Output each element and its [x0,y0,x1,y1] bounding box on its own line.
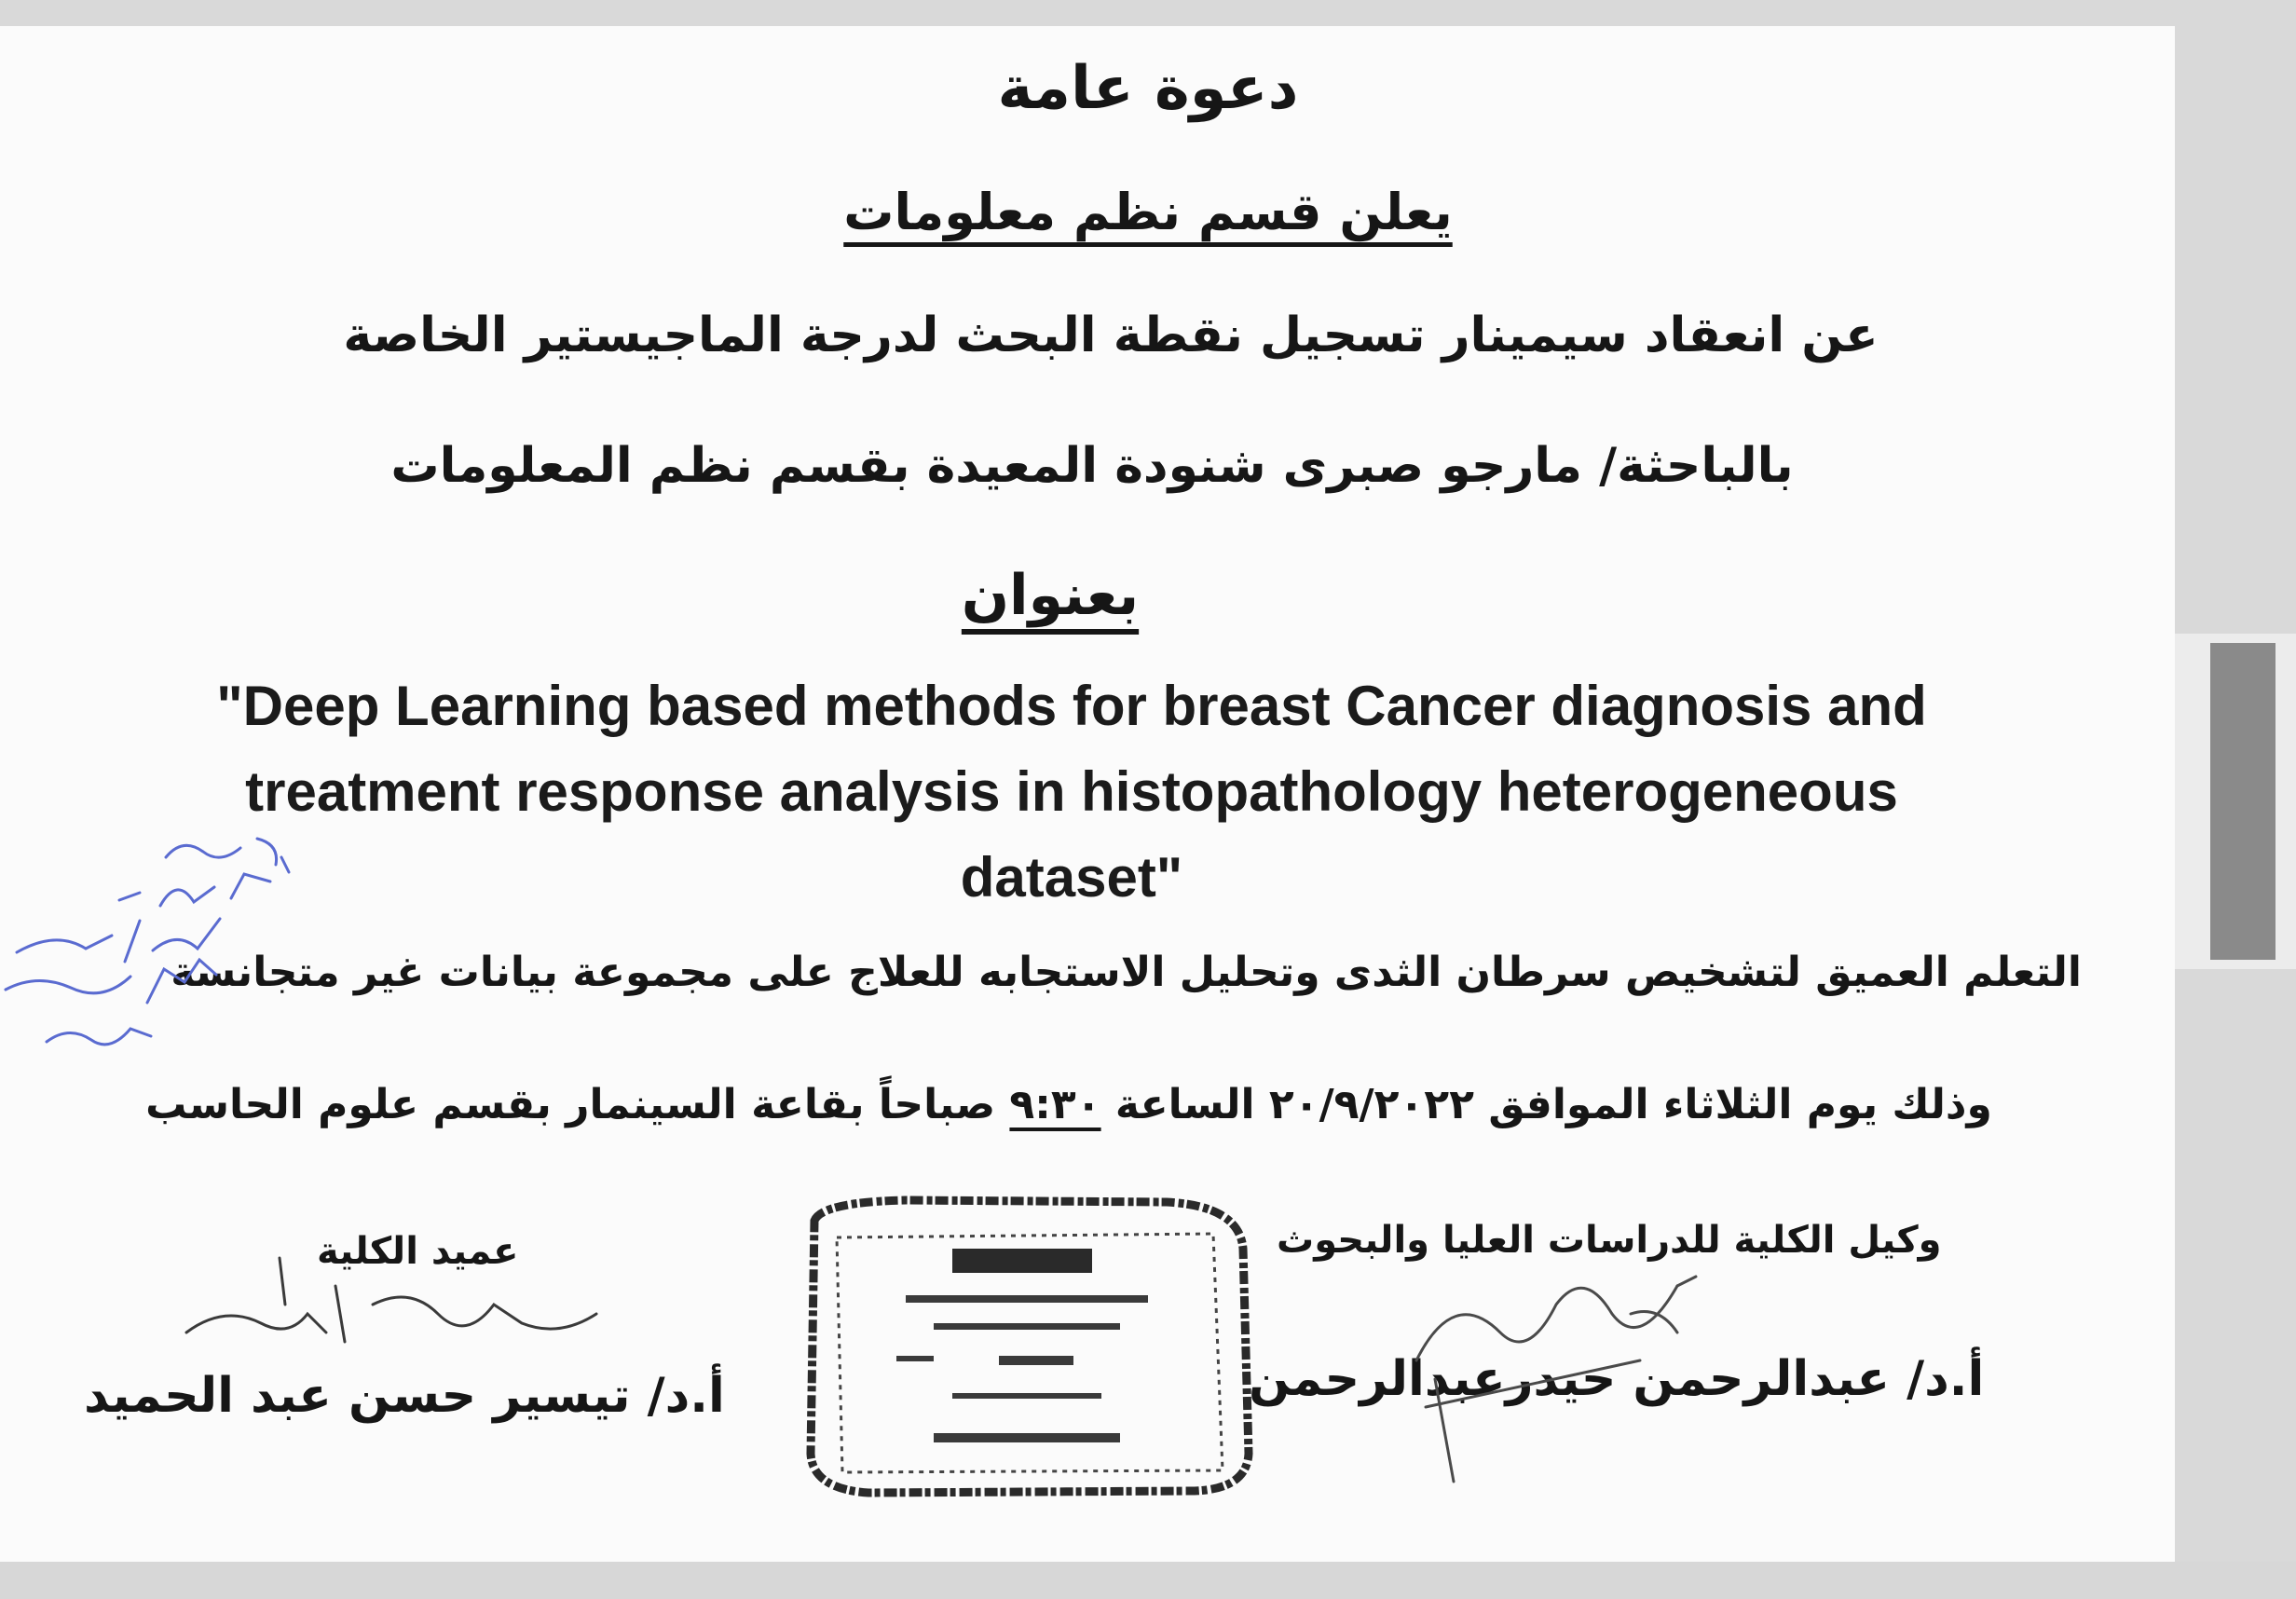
arabic-title: التعلم العميق لتشخيص سرطان الثدى وتحليل الاستجابه للعلاج على مجموعة بيانات غير متجانسة [171,949,2082,996]
date-line [130,1081,2007,1128]
announcement-line-2: بالباحثة/ مارجو صبرى شنودة المعيدة بقسم نظم المعلومات [390,438,1794,494]
date-time: ٩:٣٠ [1009,1081,1101,1128]
department-line: يعلن قسم نظم معلومات [843,183,1453,241]
dean-role: عميد الكلية [317,1230,519,1273]
date-suffix: صباحاً بقاعة السينمار بقسم علوم الحاسب [145,1081,996,1128]
dean-signature [168,1249,634,1370]
english-title-line-2: treatment response analysis in histopathology heterogeneous [245,760,1898,823]
official-stamp [794,1193,1260,1500]
scan-edge-dark [2210,643,2276,960]
vice-dean-role: وكيل الكلية للدراسات العليا والبحوث [1277,1219,1942,1262]
title-heading: بعنوان [961,563,1140,628]
scan-bottom-strip [0,1562,2296,1599]
english-title [84,663,2059,921]
date-prefix: وذلك يوم الثلاثاء الموافق ٢٠/٩/٢٠٢٢ الساعة [1114,1081,1992,1128]
english-title-line-3: dataset" [960,846,1183,909]
announcement-line-1: عن انعقاد سيمينار تسجيل نقطة البحث لدرجة الماجيستير الخاصة [343,308,1879,363]
document-title: دعوة عامة [997,54,1299,123]
dean-name: أ.د/ تيسير حسن عبد الحميد [84,1368,725,1424]
vice-dean-signature [1398,1249,1715,1491]
english-title-line-1: "Deep Learning based methods for breast Cancer diagnosis and [216,675,1927,737]
vice-dean-name: أ.د/ عبدالرحمن حيدرعبدالرحمن [1249,1351,1985,1407]
handwritten-annotation [0,820,354,1090]
